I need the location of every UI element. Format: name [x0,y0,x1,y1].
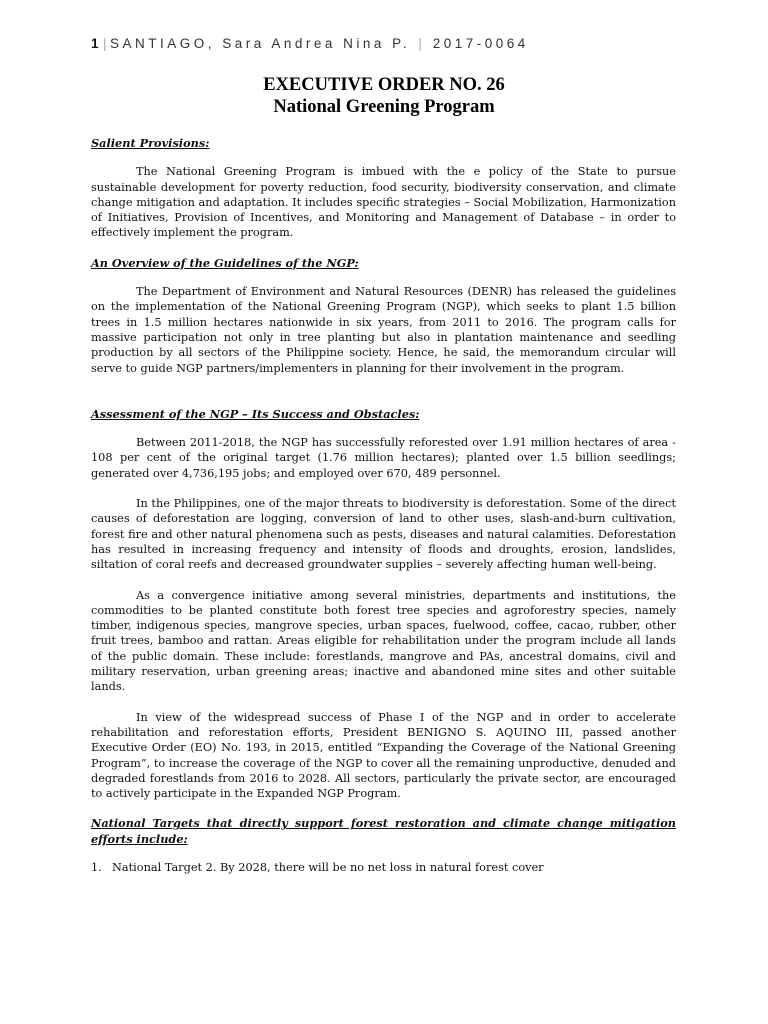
paragraph: The National Greening Program is imbued with the e policy of the State to pursue sustainable development for poverty reduction, food security, biodiversity conservation, and climate change mitigation and adaptation. It includes specific strategies – Social Mobilization, Harmonization of Initiatives, Provision of Incentives, and Monitoring and Management of Database – in order to effectively implement the program. [91,165,676,240]
paragraph: The Department of Environment and Natural Resources (DENR) has released the guidelines on the implementation of the National Greening Program (NGP), which seeks to plant 1.5 billion trees in 1.5 million hectares nationwide in six years, from 2011 to 2016. The program calls for massive participation not only in tree planting but also in plantation maintenance and seedling production by all sectors of the Philippine society. Hence, he said, the memorandum circular will serve to guide NGP partners/implementers in planning for their involvement in the program. [91,285,676,375]
section-heading-overview: An Overview of the Guidelines of the NGP: [91,255,359,270]
title-line-2: National Greening Program [273,97,495,117]
list-item-text: National Target 2. By 2028, there will be no net loss in natural forest cover [112,860,544,874]
paragraph: In the Philippines, one of the major threats to biodiversity is deforestation. Some of the direct causes of deforestation are logging, conversion of land to other uses, slash-and-burn cultivation, forest fire and other natural phenomena such as pests, diseases and natural calamities. Deforestation has resulted in increasing frequency and intensity of floods and droughts, erosion, landslides, siltation of coral reefs and decreased groundwater supplies – severely affecting human well-being. [91,497,676,572]
list-item-number: 1. [91,860,102,874]
page-number: 1 [91,36,103,51]
student-id: 2017-0064 [432,36,529,51]
document-title [0,74,768,118]
title-line-1: EXECUTIVE ORDER NO. 26 [263,75,505,95]
section-heading-salient: Salient Provisions: [91,136,210,150]
paragraph: In view of the widespread success of Phase I of the NGP and in order to accelerate rehabilitation and reforestation efforts, President BENIGNO S. AQUINO III, passed another Executive Order (EO) No. 193, in 2015, entitled “Expanding the Coverage of the National Greening Program”, to increase the coverage of the NGP to cover all the remaining unproductive, denuded and degraded forestlands from 2016 to 2028. All sectors, particularly the private sector, are encouraged to actively participate in the Expanded NGP Program. [91,710,676,801]
targets-list [91,860,676,875]
paragraph: Between 2011-2018, the NGP has successfully reforested over 1.91 million hectares of area - 108 per cent of the original target (1.76 million hectares); planted over 1.5 billion seedlings; generated over 4,736,195 jobs; and employed over 670, 489 personnel. [91,436,676,480]
section-heading-targets: National Targets that directly support forest restoration and climate change mitigation efforts include: [91,816,676,846]
list-item [91,860,676,875]
paragraph: As a convergence initiative among several ministries, departments and institutions, the commodities to be planted constitute both forest tree species and agroforestry species, namely timber, indigenous species, mangrove species, urban spaces, fuelwood, coffee, cacao, rubber, other fruit trees, bamboo and rattan. Areas eligible for rehabilitation under the program include all lands of the public domain. These include: forestlands, mangrove and PAs, ancestral domains, civil and military reservation, urban greening areas; inactive and abandoned mine sites and other suitable lands. [91,588,676,694]
page-header [91,36,691,51]
document-body [91,136,676,875]
author-name: SANTIAGO, Sara Andrea Nina P. [110,36,411,51]
section-heading-assessment: Assessment of the NGP – Its Success and Obstacles: [91,406,420,421]
header-separator: | [103,36,111,51]
header-separator: | [418,36,426,51]
